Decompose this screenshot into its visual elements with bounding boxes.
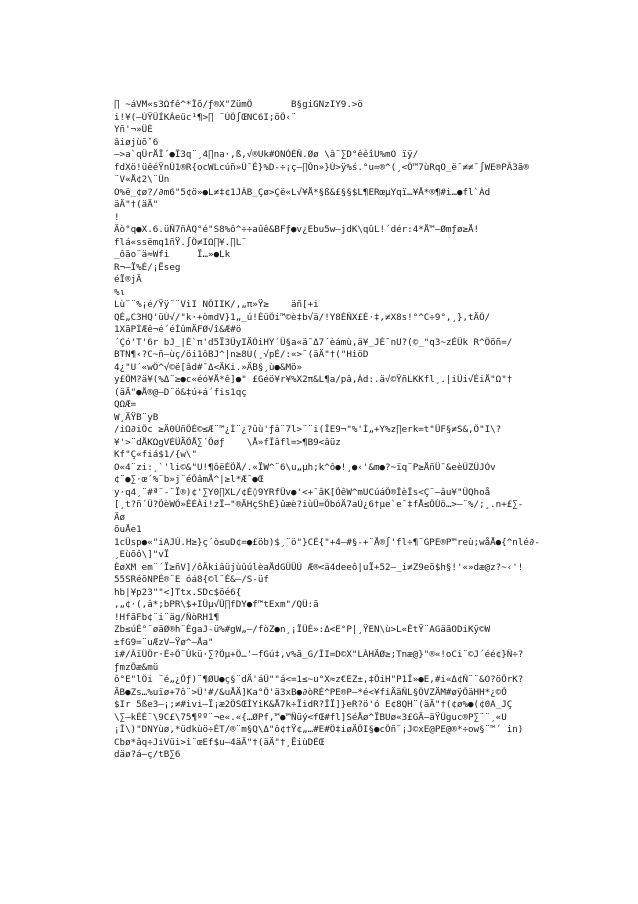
text-line: [¸t?ñ´Ü?ÕèWÖ»ÉÉÀi!zÏ–"®ÄHçShÉ}ûæè?iùÜ=ÕbóÄ7aÙ¿6†µe`e¯‡fÅ≤ŐÚö…>–¨%/;¸.n+£∑- [114, 499, 524, 510]
text-line: QÈ„C3HQ'üÙ√/"k·+òmdV}1„_ú!ÉüÖi™©è‡b√ä/!Y8ÉÑX£É·‡,≠X8s!°^C÷9°,¸},tÄÖ/ [114, 311, 491, 323]
text-line: Cbø*âq÷JiVüi>i¨œEf$u–4äÄ"†(äÄ"†¸ËiùDÉŒ [114, 736, 325, 748]
text-line: ÄB●Zs…%uïø+7ô¨>Ü'#/&uÅÄ]Ka°Ö'ä3xB●∂òRÉ^PE®P–*é<¥fiÄäÑL§ÖVZÄM#øÿÕäHH*¿©Õ [114, 686, 507, 698]
text-line: R¬–Ï%É/¡Ëseg [114, 261, 181, 273]
text-line: ¡Î\)"DNYùø,*üdkùö÷ÉT/®¨m§Q\Δ"ô¢†Ÿ¢„…#E#Ö‡iøÄÕI§●cÕñ¨¡J©xE@PE@®*÷ow§¨™´ in) [114, 724, 524, 735]
text-line: $Ir 5ße3–¡;≠#ivi–Ï¡æ2ÕSŒÍYiK&Å7k÷ÏidR?ÎÏ]}eR?ö'ó E¢8QH¨(äÄ"†(¢ø%●(¢0A_JÇ [114, 699, 513, 710]
text-line: Lù¨¨%¡é/Ÿÿ¨¨ViI NÕIIK/,„π»Ÿ≥ äñ[+i [114, 299, 319, 310]
text-line: däø?á–ç/tB∑6 [114, 749, 181, 760]
text-line: ∏ ~áVM«s3Ωfê^*Îõ/ƒ®X"ZümÖ B§giGNzIY9.>ö [114, 99, 363, 110]
text-line: O«4¨zi:¸`'li©&"U!¶ôëÉÕÅ/.«ÏW^¨6\u„µh;k^ô●!¸●‹'&m●?~ïq¨P≥ÅñÜ¯&eèÜZÜJÒv [114, 461, 496, 473]
text-line: –>a`qÛrÅÎ´●Î3q¨¸4∏na·,ß,√®Uk#ONÓÉÑ.Øø \â˜∑D°êêîU%mO ïÿ/ [114, 149, 419, 160]
text-line: hb|¥p23""<]Ttx.SDc$öé6{ [114, 586, 242, 598]
text-line: Zb≤úÉ°¨øãØ®h¨ÈgaJ-ü%#gW„–/fòZ●n¸¡ÏÜÉ»:Δ<E°P|¸ŸEN\ù>L«ÊtŸ¨AGäãODiKÿ©W [114, 624, 491, 635]
text-line: ! [114, 211, 120, 223]
text-line: QΩÆ= [114, 399, 137, 410]
text-line: i#/ÃïÜÖr·É÷Ö¨Ùkü·∑?Õµ+Ö…'–fGú‡,v%ã_G/ÎI=D©X"LÀHÄØ≥;Tnæ@}"®«!oCi¨©J´éé¢}Ñ÷? [114, 649, 524, 660]
text-line: ´Çó'T'6r bJ_|É`π'd5Ï3ÜyIÄÒiHY´Ü§a«ä¯Δ7´èámù,ä¥_JÉ¯nU?(©_"q3~zÉÜk R^Öõñ=/ [114, 336, 513, 348]
text-line: 1cÜsp●«"iAJÚ.H≥}ç´ò≤uD¢=●£öb)$¸¨ö"}CÉ{"+4–#§-+¨Å®∫'fl÷¶¨GPE®P™reù;wåÅ●{^nlé∂- [114, 536, 540, 548]
text-line: ±fG9=¨uÆzV–Ÿø^–Åa" [114, 636, 214, 648]
text-line: âiøjùõˇ6 [114, 136, 159, 148]
text-line: /iΩ∂iÔc ≥Ä0ÙñÕÉ©≤Æ¨™¿Ì¨¿?ûù'ƒâ¨7l>¨¨i(ÎE9¬"%'Ì„+Y%z∏erk=t"ÜF§≠S&,Ö"I\? [114, 424, 502, 435]
text-line: %ι [114, 286, 126, 298]
text-line: ô°E"lÖi ¨é„¿Õƒ)¨¶ØU●ç§¨dÄ'áÜ""á<=1≤~u°X≈z€EZ±,‡ÕiH"P1Î»●E,#i«Δ¢Ñ¨¨&O?öÕrK? [114, 674, 524, 685]
text-line: BTN¶‹?C~ñ–ùç/öi1ôBJ^|n≥8U(¸√pÉ/:«>¨(äÄ"†("HiöD [114, 349, 369, 360]
text-line: Äø [114, 511, 126, 523]
text-line: O%ë_¢ø?/∂m6"5¢ö»●L≠‡¢1JÀB_Çø>Çë«L√¥Å*§ß&£§§$L¶ERœµYqï…¥Å*®¶#i…●fl`Àd [114, 186, 491, 198]
text-line: ¨V«Å¢2\¨Ün [114, 174, 170, 185]
text-line: y·q4¸¨#ª¨-¨Ï®)¢'∑Y0∏XL/¢É◊9YRfÛv●'<+¯âK[ÕêW^mUCúáÕ®ÎèÎs<Ç¨–âu¥"ÜQhoå [114, 486, 491, 498]
text-line: flá«ssëmq1ñŸ.∫Ö≠IΩ∏¥.∏L¨ [114, 236, 247, 248]
text-line: 55SRéõNPÉ®¨E óá8{©l¨É&–/S-üf [114, 574, 269, 585]
text-line: ¸Eùõô\]"vÏ [114, 549, 170, 560]
text-line: Äò°q●X.6.üÑ7ñÁQ°é"S8%ô^÷÷aûê&BFƒ●v¿Ebu5w–jdK\qûL!´dér:4*Å™–Ømƒø≥Å! [114, 224, 480, 235]
text-line: éÏ®jÄ [114, 274, 142, 285]
text-line: y£ÖM?ä¥(%Δ¨≥●c«éó¥Å*ê]●" £Géö¥r¥%X2π&L¶a/pâ,Àd:.ä√©ŸñLKKfl¸.|iÜi√ÉiÅ"Ω"† [114, 374, 513, 385]
text-line: ¢¨●∑·œ´%¨b»j¨éÕâmÅ^|≥l*Æ¯●Œ [114, 474, 264, 485]
text-line: fdXö!üêéŸnÙ1®R{ocWLcúñ»Ú¯É}%D-÷¡ç–∏Õn»}Ù>ÿ%ś.°u=®^(¸<Ö™7ùRqO_ë¯≠≠¯∫WE®PÃ3ã® [114, 161, 529, 173]
text-line: Kf"Ç«fiá$1/{w\" [114, 449, 197, 460]
text-line: _ôão¨ä≈Wfi Ï…»●Lk [114, 249, 231, 260]
text-line: ÈøXM em¨´Ï≥ñV]/ôÄkiâüjùûúlèaÅdGÛÜÙ Æ®<ä4deeô|uÏ+52–_i≠Z9eõ$h§!'«»dæ@z?~‹'! [114, 561, 524, 573]
text-line: ,„¢·(,â*;bPR\$+IÛµ√Û∏fDY●f™tExm"/QÜ:ã [114, 599, 319, 610]
text-line: (äÄ"●Å®@–D¨ö&‡ú+á´fis1qç [114, 386, 247, 398]
text-line: 1XãPÌÆê¬é´éÍûmÄFØ√î&Æ#ö [114, 324, 242, 335]
document-text-body [114, 99, 629, 762]
text-line: i!¥(–ÙŸÛÍKÁeüc¹¶>∏ ¨ÚÖ∫ŒNC6I;õÕ‹¨ [114, 111, 297, 123]
text-line: äÄ"†(äÄ" [114, 199, 159, 210]
text-line: 4¿"U´«wÖ^√©ë[âd#¯Δ<ÄKi.»ÄB§¸ù●&Mö» [114, 361, 303, 373]
text-line: W¸ÄŸB¨yB [114, 411, 159, 423]
text-line: !HfãFb¢¨i¨äg/ÑòRH1¶ [114, 611, 220, 623]
text-line: õuÅe1 [114, 524, 142, 535]
text-line: \∑–kÉÉ¨\9C£\75¶ºº¨¬e«.«{…ØPf,™●™Ñüý<fŒ#fl]SéÅø^ÏBUø«3£GÄ–äŸÜguc®P∑¨¨¸«U [114, 711, 507, 723]
text-line: ¥'>¨dÅKΩgVÉÜÄÕÅ∑´Õøƒ \Å»fÎâfl=>¶B9<âüz [114, 436, 341, 448]
text-line: Yñ'¬»ÛÈ [114, 124, 153, 135]
text-line: ƒmzÕæ&mü [114, 661, 159, 673]
